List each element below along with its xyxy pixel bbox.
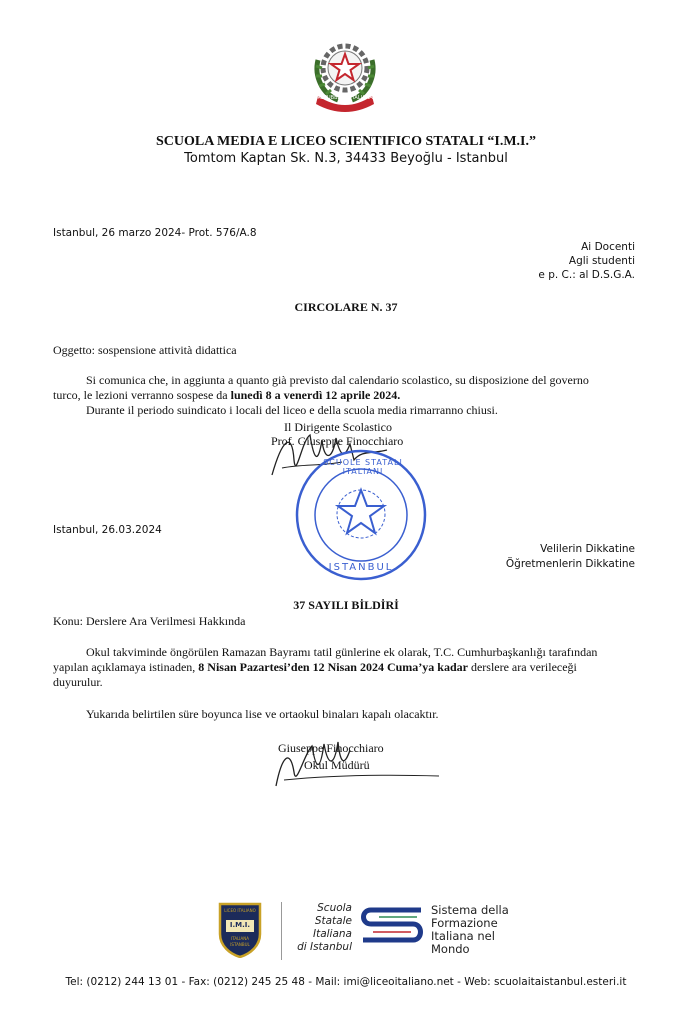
turkish-dates-bold: 8 Nisan Pazartesi’den 12 Nisan 2024 Cuma’ya kadar — [198, 660, 468, 674]
italian-recipients — [538, 240, 635, 282]
turkish-para2: Yukarıda belirtilen süre boyunca lise ve ortaokul binaları kapalı olacaktır. — [86, 707, 439, 721]
recipient-studenti: Agli studenti — [568, 255, 635, 267]
turkish-para1-line2-pre: yapılan açıklamaya istinaden, — [53, 660, 199, 674]
italian-para1-line1: Si comunica che, in aggiunta a quanto già previsto dal calendario scolastico, su disposizione del governo — [86, 373, 589, 387]
italian-paragraph-1 — [53, 373, 645, 418]
scuola-line-4: di Istanbul — [297, 941, 352, 953]
turkish-signer-role: Okul Müdürü — [304, 758, 370, 772]
recipient-docenti: Ai Docenti — [581, 241, 635, 253]
turkish-date: Istanbul, 26.03.2024 — [53, 524, 162, 536]
scuola-line-2: Statale — [314, 915, 352, 927]
italian-date-prot: Istanbul, 26 marzo 2024- Prot. 576/A.8 — [53, 227, 257, 239]
italian-signer-name: Prof. Giuseppe Finocchiaro — [271, 434, 404, 448]
sistema-line-3: Italiana nel — [431, 929, 495, 943]
badge-mid-text: I.M.I. — [229, 921, 251, 929]
sistema-formazione-text — [431, 904, 509, 956]
italian-dates-bold: lunedì 8 a venerdì 12 aprile 2024. — [230, 388, 401, 402]
italian-para2: Durante il periodo suindicato i locali del liceo e della scuola media rimarranno chiusi. — [86, 403, 498, 417]
recipient-dsga: e p. C.: al D.S.G.A. — [538, 269, 635, 281]
scuola-line-3: Italiana — [312, 928, 352, 940]
badge-bottom-text: ITALIANA — [231, 936, 249, 941]
turkish-para1-line1: Okul takviminde öngörülen Ramazan Bayramı tatil günlerine ek olarak, T.C. Cumhurbaşkanlığı tarafından — [86, 645, 598, 659]
badge-bottom2-text: ISTANBUL — [230, 942, 250, 947]
official-stamp — [292, 448, 430, 582]
turkish-paragraph-1 — [53, 645, 647, 690]
scuola-statale-text — [282, 902, 352, 954]
turkish-para1-line3: duyurulur. — [53, 675, 103, 689]
bildiri-title: 37 SAYILI BİLDİRİ — [293, 598, 399, 612]
school-badge-logo — [216, 900, 264, 958]
circolare-title: CIRCOLARE N. 37 — [294, 300, 398, 314]
italian-subject: Oggetto: sospensione attività didattica — [53, 343, 237, 357]
scuola-line-1: Scuola — [317, 902, 352, 914]
italian-para1-line2 — [53, 388, 645, 403]
badge-top-text: LICEO ITALIANO — [224, 908, 256, 913]
school-name: SCUOLA MEDIA E LICEO SCIENTIFICO STATALI “I.M.I.” — [155, 134, 537, 149]
turkish-recipients — [506, 542, 635, 572]
sistema-line-2: Formazione — [431, 916, 498, 930]
footer-contact: Tel: (0212) 244 13 01 - Fax: (0212) 245 25 48 - Mail: imi@liceoitaliano.net - Web: scuolaitaistanbul.esteri.it — [65, 976, 627, 988]
sistema-s-logo-icon — [357, 906, 427, 946]
sistema-line-4: Mondo — [431, 942, 470, 956]
turkish-para1-line2-post: derslere ara verileceği — [467, 660, 577, 674]
school-address: Tomtom Kaptan Sk. N.3, 34433 Beyoğlu - Istanbul — [184, 151, 508, 166]
italian-signer-role: Il Dirigente Scolastico — [284, 420, 392, 434]
signature-drawing-2 — [264, 728, 444, 798]
italian-para1-line2-text: turco, le lezioni verranno sospese da — [53, 388, 231, 402]
turkish-para1-line2 — [53, 660, 647, 675]
stamp-text-top: SCUOLE STATALI ITALIANI — [323, 458, 403, 476]
sistema-line-1: Sistema della — [431, 903, 509, 917]
recipient-veliler: Velilerin Dikkatine — [540, 543, 635, 555]
stamp-text-bottom: ISTANBUL — [328, 562, 394, 573]
turkish-subject: Konu: Derslere Ara Verilmesi Hakkında — [53, 614, 246, 628]
recipient-ogretmenler: Öğretmenlerin Dikkatine — [505, 558, 635, 570]
turkish-signer-name: Giuseppe Finocchiaro — [278, 741, 384, 755]
republic-emblem — [304, 36, 386, 112]
emblem-ribbon-text: REPUBBLICA ITALIANA — [317, 95, 373, 101]
